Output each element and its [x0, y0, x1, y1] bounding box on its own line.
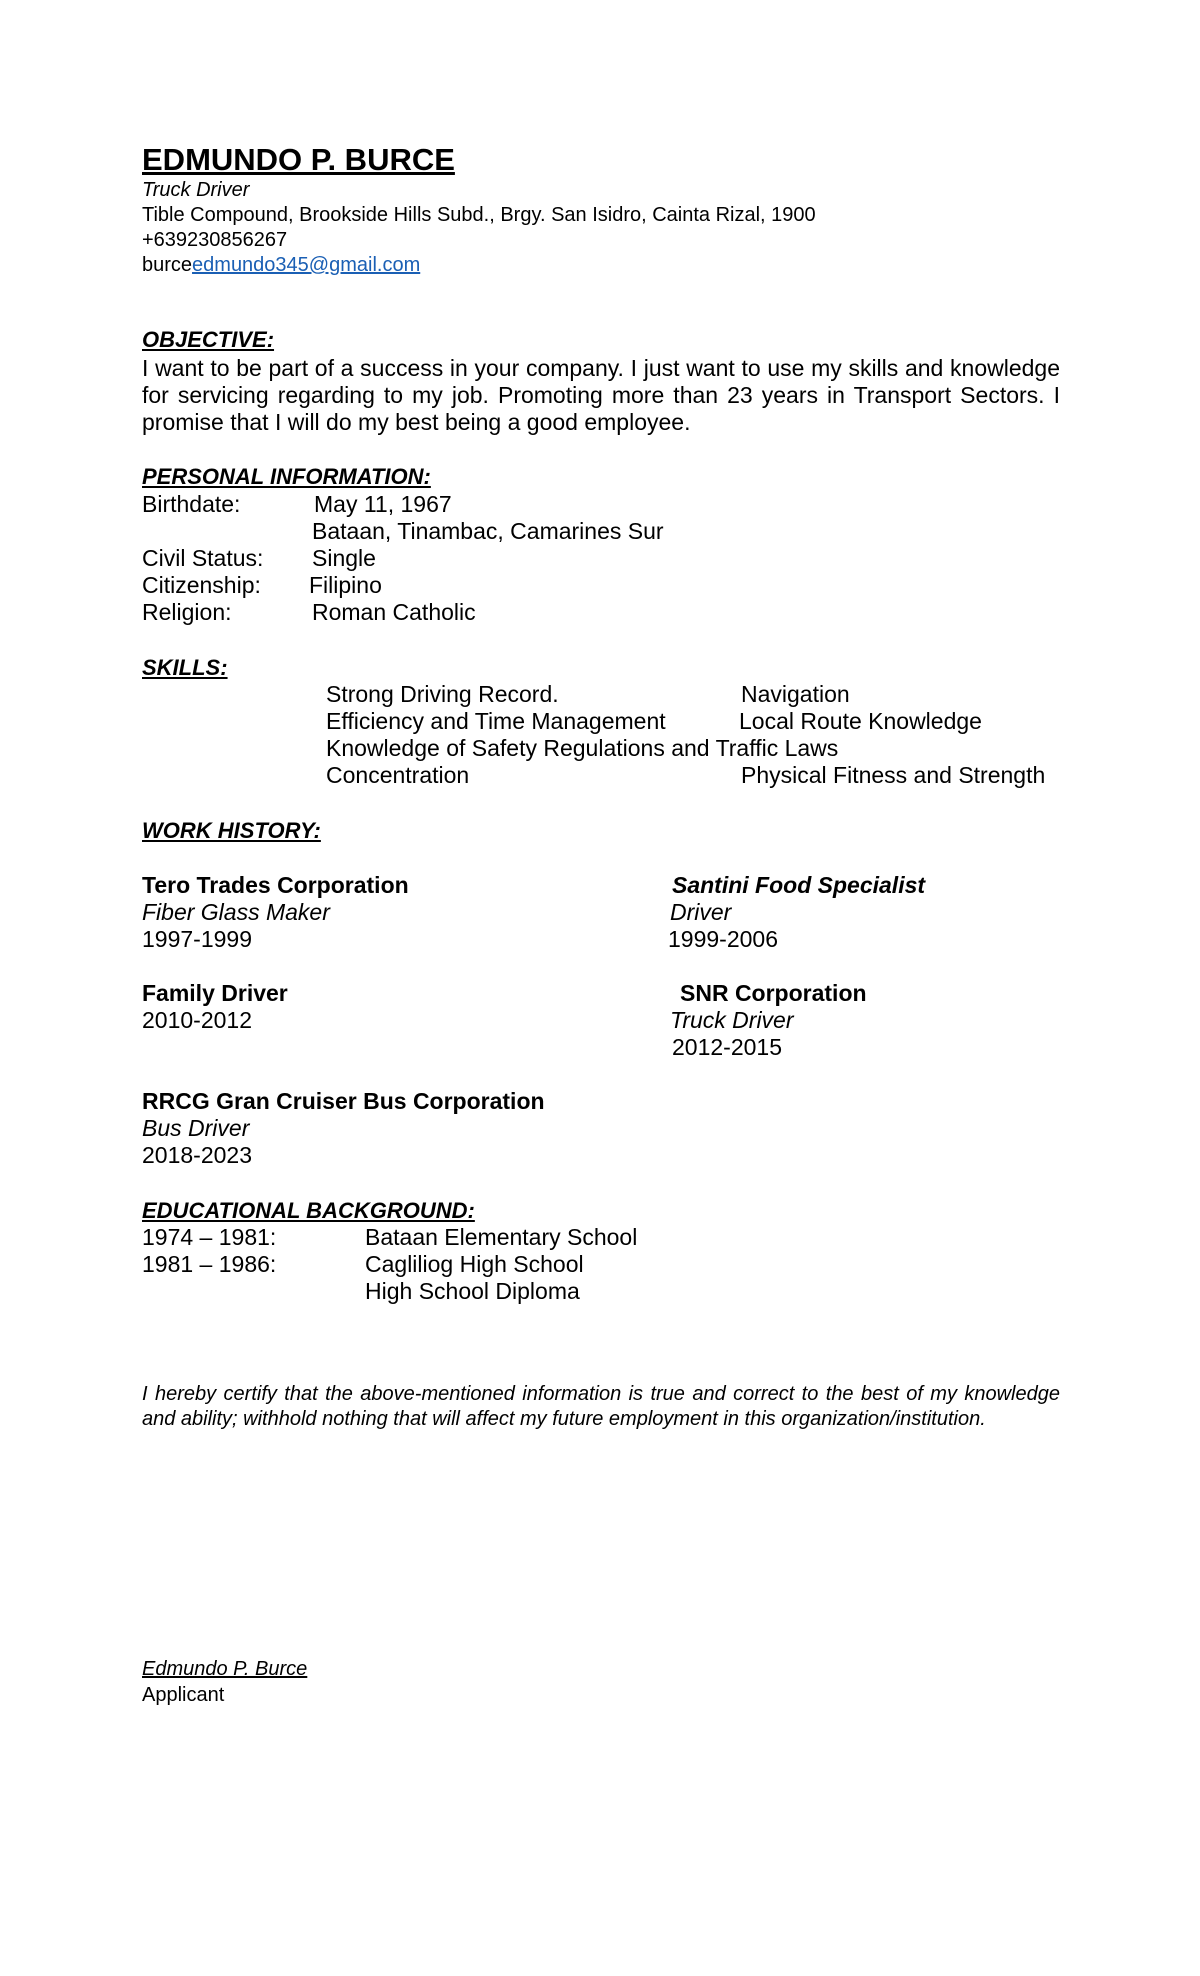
- civil-status-label: Civil Status:: [142, 545, 264, 571]
- certification-statement: I hereby certify that the above-mentioned information is true and correct to the best of my knowledge and ability; withhold nothing that will affect my future employment in this organization/institution.: [142, 1383, 1060, 1430]
- company-name: SNR Corporation: [680, 980, 867, 1006]
- skill-item: Efficiency and Time Management: [326, 708, 666, 734]
- signature-name: Edmundo P. Burce: [142, 1658, 308, 1680]
- job-years: 1999-2006: [668, 926, 778, 952]
- education-heading: EDUCATIONAL BACKGROUND:: [142, 1198, 475, 1223]
- company-name: RRCG Gran Cruiser Bus Corporation: [142, 1088, 545, 1114]
- skill-item: Navigation: [741, 681, 850, 707]
- education-years: 1981 – 1986:: [142, 1251, 277, 1277]
- job-years: 2018-2023: [142, 1142, 252, 1168]
- skill-item: Knowledge of Safety Regulations and Traffic Laws: [326, 735, 839, 761]
- citizenship-value: Filipino: [309, 572, 382, 598]
- job-role: Bus Driver: [142, 1115, 250, 1141]
- skill-item: Strong Driving Record.: [326, 681, 559, 707]
- job-title: Truck Driver: [142, 179, 250, 201]
- signature-role: Applicant: [142, 1684, 225, 1706]
- work-history-heading: WORK HISTORY:: [142, 818, 321, 843]
- birthplace-value: Bataan, Tinambac, Camarines Sur: [312, 518, 664, 544]
- birthdate-label: Birthdate:: [142, 491, 241, 517]
- email-link[interactable]: edmundo345@gmail.com: [192, 254, 421, 276]
- skill-item: Local Route Knowledge: [739, 708, 982, 734]
- job-years: 2012-2015: [672, 1034, 782, 1060]
- job-years: 2010-2012: [142, 1007, 252, 1033]
- personal-info-heading: PERSONAL INFORMATION:: [142, 464, 431, 489]
- company-name: Family Driver: [142, 980, 288, 1006]
- job-role: Driver: [670, 899, 732, 925]
- education-school: Cagliliog High School: [365, 1251, 584, 1277]
- education-school: Bataan Elementary School: [365, 1224, 638, 1250]
- email-line: [142, 253, 420, 278]
- religion-value: Roman Catholic: [312, 599, 476, 625]
- education-school: High School Diploma: [365, 1278, 580, 1304]
- applicant-name: EDMUNDO P. BURCE: [142, 142, 455, 177]
- company-name: Tero Trades Corporation: [142, 872, 409, 898]
- skill-item: Concentration: [326, 762, 470, 788]
- birthdate-value: May 11, 1967: [314, 491, 452, 517]
- job-role: Fiber Glass Maker: [142, 899, 330, 925]
- civil-status-value: Single: [312, 545, 376, 571]
- religion-label: Religion:: [142, 599, 232, 625]
- job-role: Truck Driver: [670, 1007, 794, 1033]
- skill-item: Physical Fitness and Strength: [741, 762, 1046, 788]
- address: Tible Compound, Brookside Hills Subd., Brgy. San Isidro, Cainta Rizal, 1900: [142, 204, 816, 226]
- phone-number: +639230856267: [142, 229, 288, 251]
- education-years: 1974 – 1981:: [142, 1224, 277, 1250]
- objective-text: I want to be part of a success in your company. I just want to use my skills and knowledge for servicing regarding to my job. Promoting more than 23 years in Transport Sectors. I promise that I will do my best being a good employee.: [142, 355, 1060, 435]
- citizenship-label: Citizenship:: [142, 572, 261, 598]
- email-prefix: burce: [142, 254, 193, 276]
- objective-heading: OBJECTIVE:: [142, 327, 275, 352]
- skills-heading: SKILLS:: [142, 655, 228, 680]
- company-name: Santini Food Specialist: [672, 872, 926, 898]
- job-years: 1997-1999: [142, 926, 252, 952]
